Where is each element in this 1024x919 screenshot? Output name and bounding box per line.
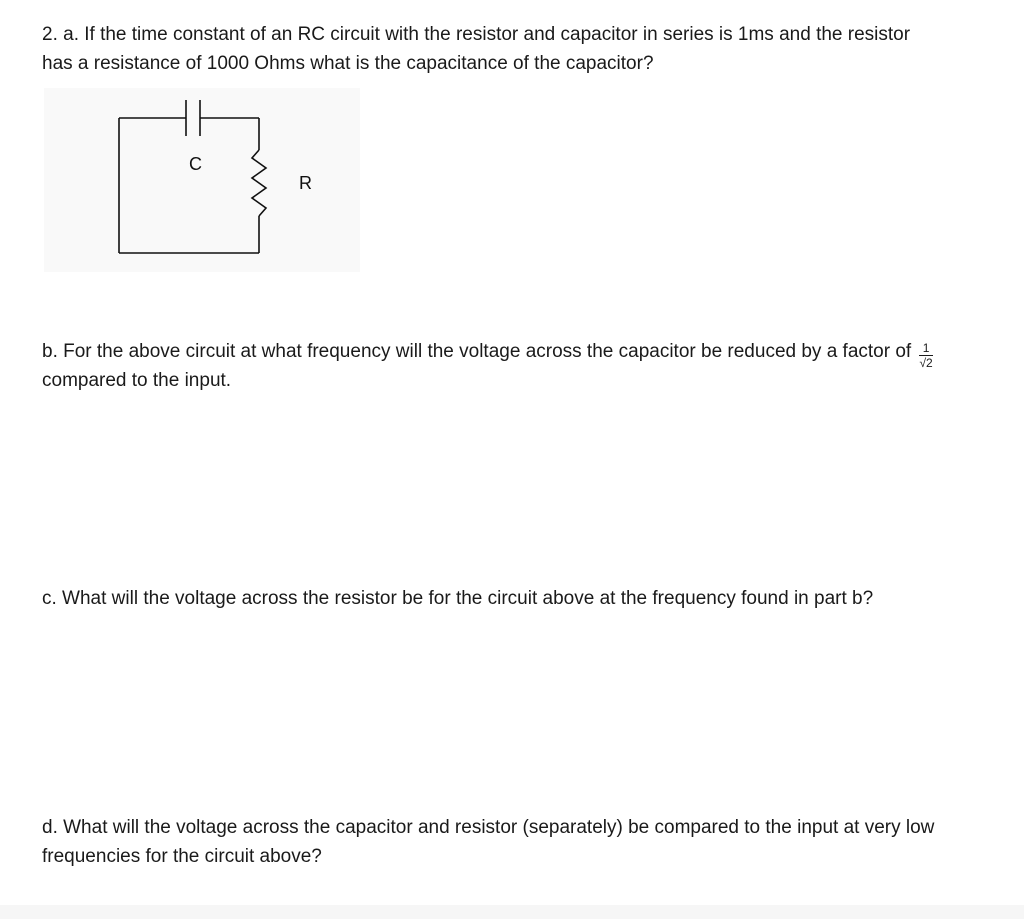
question-b-text-after: compared to the input.	[42, 370, 232, 391]
question-b-text-before: b. For the above circuit at what frequency will the voltage across the capacitor be reduced by a factor of	[42, 341, 917, 362]
question-c: c. What will the voltage across the resistor be for the circuit above at the frequency found in part b?	[42, 588, 874, 609]
fraction-denominator: √2	[919, 356, 933, 371]
fraction-numerator: 1	[919, 342, 932, 356]
page-bottom-edge	[0, 905, 1024, 919]
capacitor-label: C	[189, 154, 202, 174]
resistor-zigzag	[252, 150, 266, 216]
resistor-label: R	[299, 173, 312, 193]
question-a: 2. a. If the time constant of an RC circuit with the resistor and capacitor in series is 1ms and the resistor has a resistance of 1000 Ohms what is the capacitance of the capacitor?	[42, 24, 911, 74]
fraction-one-over-root-two	[919, 342, 932, 369]
question-b	[42, 337, 942, 395]
rc-circuit-diagram	[44, 88, 360, 272]
question-d: d. What will the voltage across the capacitor and resistor (separately) be compared to the input at very low frequencies for the circuit above?	[42, 817, 935, 867]
